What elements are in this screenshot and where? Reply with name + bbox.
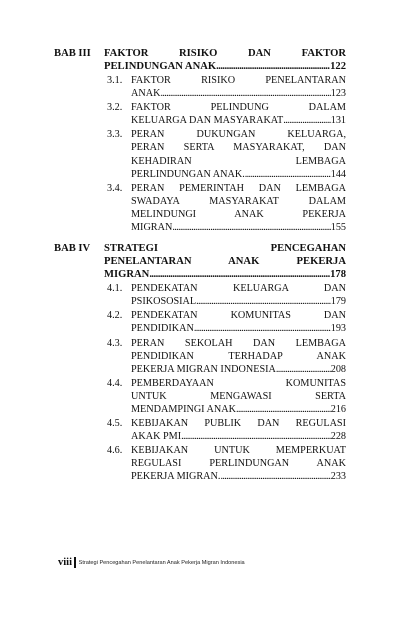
section-number: 3.3. — [107, 129, 123, 141]
chapter-title-line: PENELANTARAN ANAK PEKERJA — [104, 256, 346, 268]
section-line: UNTUK MENGAWASI SERTA — [131, 390, 346, 402]
footer-page-number: viii — [58, 557, 73, 568]
page-number: 155 — [330, 222, 346, 234]
section-end: PENDIDIKAN — [131, 323, 194, 335]
page-number: 179 — [330, 296, 346, 308]
section-line: REGULASI PERLINDUNGAN ANAK — [131, 458, 346, 470]
section-end: PEKERJA MIGRAN. — [131, 471, 221, 483]
dot-leader — [276, 363, 331, 376]
section-last-line — [131, 322, 346, 335]
section-line: PERAN SEKOLAH DAN LEMBAGA — [131, 337, 346, 349]
chapter-body — [104, 47, 346, 235]
section-number: 3.2. — [107, 102, 123, 114]
chapter-title-last-line — [104, 268, 346, 281]
page-number: 208 — [330, 363, 346, 375]
dot-leader — [283, 114, 330, 127]
section-4-3 — [104, 337, 346, 376]
section-line: PEMBERDAYAAN KOMUNITAS — [131, 377, 346, 389]
section-line: PERAN PEMERINTAH DAN LEMBAGA — [131, 182, 346, 194]
chapter-title-last-line — [104, 60, 346, 73]
dot-leader — [160, 87, 330, 100]
section-3-2 — [104, 101, 346, 127]
section-number: 4.5. — [107, 418, 123, 430]
section-4-6 — [104, 444, 346, 483]
section-text — [131, 444, 346, 483]
section-end: MIGRAN — [131, 222, 173, 234]
section-text — [131, 417, 346, 443]
page-number: 233 — [330, 471, 346, 483]
section-text — [131, 182, 346, 234]
page-number: 131 — [330, 115, 346, 127]
section-4-2 — [104, 309, 346, 335]
section-last-line — [131, 221, 346, 234]
page-number: 122 — [330, 61, 346, 72]
page-number: 228 — [330, 431, 346, 443]
section-3-3 — [104, 128, 346, 180]
chapter-body — [104, 242, 346, 484]
section-end: MENDAMPINGI ANAK — [131, 403, 236, 415]
section-3-1 — [104, 74, 346, 100]
section-4-5 — [104, 417, 346, 443]
dot-leader — [196, 295, 331, 308]
section-last-line — [131, 168, 346, 181]
section-number: 4.4. — [107, 377, 123, 389]
section-end: ANAK — [131, 88, 161, 100]
chapter-title-end: MIGRAN — [104, 269, 150, 281]
section-number: 3.4. — [107, 182, 123, 194]
dot-leader — [172, 221, 330, 234]
page-number: 193 — [330, 323, 346, 335]
section-last-line — [131, 470, 346, 483]
section-end: AKAK PMI — [131, 431, 182, 443]
section-text — [131, 282, 346, 308]
section-last-line — [131, 363, 346, 376]
section-last-line — [131, 430, 346, 443]
section-end: PERLINDUNGAN ANAK. — [131, 168, 245, 180]
section-end: PEKERJA MIGRAN INDONESIA — [131, 363, 276, 375]
dot-leader — [216, 60, 330, 73]
section-text — [131, 74, 346, 100]
table-of-contents — [54, 47, 346, 492]
chapter-title — [104, 47, 346, 73]
section-last-line — [131, 403, 346, 416]
section-last-line — [131, 114, 346, 127]
chapter-number: BAB III — [54, 48, 91, 59]
dot-leader — [245, 168, 331, 181]
section-line: PENDEKATAN KOMUNITAS DAN — [131, 310, 346, 322]
section-end: PSIKOSOSIAL — [131, 296, 197, 308]
section-text — [131, 377, 346, 416]
section-line: KEBIJAKAN UNTUK MEMPERKUAT — [131, 445, 346, 457]
chapter-title-line: STRATEGI PENCEGAHAN — [104, 243, 346, 255]
section-number: 4.2. — [107, 310, 123, 322]
section-line: FAKTOR PELINDUNG DALAM — [131, 102, 346, 114]
section-line: SWADAYA MASYARAKAT DALAM — [131, 195, 346, 207]
footer-book-title: Strategi Pencegahan Penelantaran Anak Pekerja Migran Indonesia — [78, 559, 245, 566]
section-last-line — [131, 87, 346, 100]
section-text — [131, 309, 346, 335]
section-line: PENDEKATAN KELUARGA DAN — [131, 283, 346, 295]
section-text — [131, 337, 346, 376]
section-3-4 — [104, 182, 346, 234]
page-number: 123 — [330, 88, 346, 100]
page-number: 144 — [330, 168, 346, 180]
dot-leader — [181, 430, 331, 443]
section-line: KEHADIRAN LEMBAGA — [131, 155, 346, 167]
chapter-title-end: PELINDUNGAN ANAK — [104, 61, 217, 72]
dot-leader — [194, 322, 331, 335]
section-text — [131, 101, 346, 127]
dot-leader — [236, 403, 331, 416]
page-footer — [58, 557, 245, 568]
section-number: 4.3. — [107, 337, 123, 349]
chapter-bab-iv — [54, 242, 346, 484]
page-number: 216 — [330, 403, 346, 415]
chapter-title-line: FAKTOR RISIKO DAN FAKTOR — [104, 48, 346, 59]
section-4-1 — [104, 282, 346, 308]
chapter-title — [104, 242, 346, 281]
chapter-number: BAB IV — [54, 243, 91, 255]
section-line: PERAN DUKUNGAN KELUARGA, — [131, 129, 346, 141]
section-line: PERAN SERTA MASYARAKAT, DAN — [131, 142, 346, 154]
section-number: 4.6. — [107, 445, 123, 457]
section-number: 3.1. — [107, 75, 123, 86]
page-number: 178 — [330, 269, 346, 281]
section-line: KEBIJAKAN PUBLIK DAN REGULASI — [131, 418, 346, 430]
dot-leader — [149, 268, 330, 281]
dot-leader — [220, 470, 330, 483]
section-number: 4.1. — [107, 283, 123, 295]
section-4-4 — [104, 377, 346, 416]
section-end: KELUARGA DAN MASYARAKAT — [131, 115, 284, 127]
section-last-line — [131, 295, 346, 308]
footer-divider — [74, 557, 76, 568]
section-text — [131, 128, 346, 180]
chapter-bab-iii — [54, 47, 346, 235]
section-line: PENDIDIKAN TERHADAP ANAK — [131, 350, 346, 362]
section-line: FAKTOR RISIKO PENELANTARAN — [131, 75, 346, 86]
section-line: MELINDUNGI ANAK PEKERJA — [131, 208, 346, 220]
